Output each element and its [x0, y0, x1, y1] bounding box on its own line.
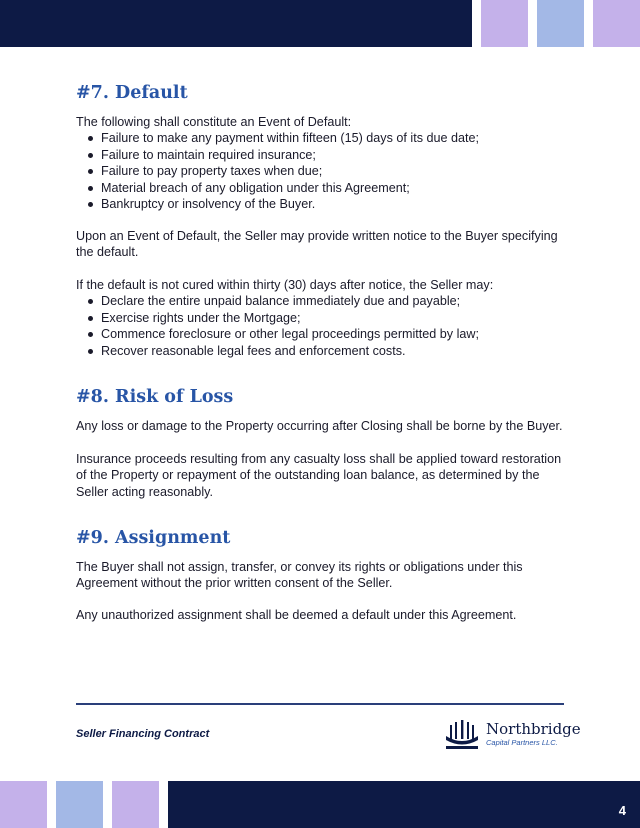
- company-name: Northbridge: [486, 720, 581, 738]
- header-bar: [0, 0, 472, 47]
- header-square-lavender-2: [593, 0, 640, 47]
- section-7-cure-intro: If the default is not cured within thirty (30) days after notice, the Seller may:: [76, 278, 494, 292]
- list-item: Failure to make any payment within fifteen (15) days of its due date;: [76, 130, 568, 146]
- list-item: Failure to maintain required insurance;: [76, 147, 568, 163]
- list-item: Recover reasonable legal fees and enforcement costs.: [76, 343, 568, 359]
- footer-square-lavender: [0, 781, 47, 828]
- list-item: Declare the entire unpaid balance immediately due and payable;: [76, 293, 568, 309]
- company-subtitle: Capital Partners LLC.: [486, 738, 558, 747]
- list-item: Failure to pay property taxes when due;: [76, 163, 568, 179]
- section-9-para-1: The Buyer shall not assign, transfer, or convey its rights or obligations under this Agreement without the prior written consent of the Seller.: [76, 560, 523, 591]
- section-9-heading: #9. Assignment: [76, 528, 231, 548]
- bridge-logo-icon: [446, 720, 478, 750]
- list-item: Exercise rights under the Mortgage;: [76, 310, 568, 326]
- section-7-default-list: [76, 114, 568, 212]
- section-7-intro: The following shall constitute an Event of Default:: [76, 115, 352, 129]
- section-7-remedies: [76, 277, 568, 359]
- footer-divider: [76, 703, 564, 705]
- list-item: Material breach of any obligation under this Agreement;: [76, 180, 568, 196]
- section-7-notice: Upon an Event of Default, the Seller may provide written notice to the Buyer specifying the default.: [76, 229, 558, 260]
- footer-bar: [168, 781, 640, 828]
- section-8-heading: #8. Risk of Loss: [76, 387, 234, 407]
- remedies-list: [76, 293, 568, 359]
- default-events-list: [76, 130, 568, 212]
- section-8-para-1: Any loss or damage to the Property occurring after Closing shall be borne by the Buyer.: [76, 419, 563, 433]
- page-number: 4: [618, 803, 626, 818]
- section-9-para-2: Any unauthorized assignment shall be deemed a default under this Agreement.: [76, 608, 517, 622]
- list-item: Commence foreclosure or other legal proceedings permitted by law;: [76, 326, 568, 342]
- list-item: Bankruptcy or insolvency of the Buyer.: [76, 196, 568, 212]
- header-square-periwinkle: [537, 0, 584, 47]
- footer-square-periwinkle: [56, 781, 103, 828]
- section-7-heading: #7. Default: [76, 83, 188, 103]
- footer-document-title: Seller Financing Contract: [76, 728, 210, 740]
- section-8-para-2: Insurance proceeds resulting from any casualty loss shall be applied toward restoration of the Property or repayment of the outstanding loan balance, as determined by the Seller acting reasonably.: [76, 452, 562, 499]
- footer-square-lavender-2: [112, 781, 159, 828]
- header-square-lavender: [481, 0, 528, 47]
